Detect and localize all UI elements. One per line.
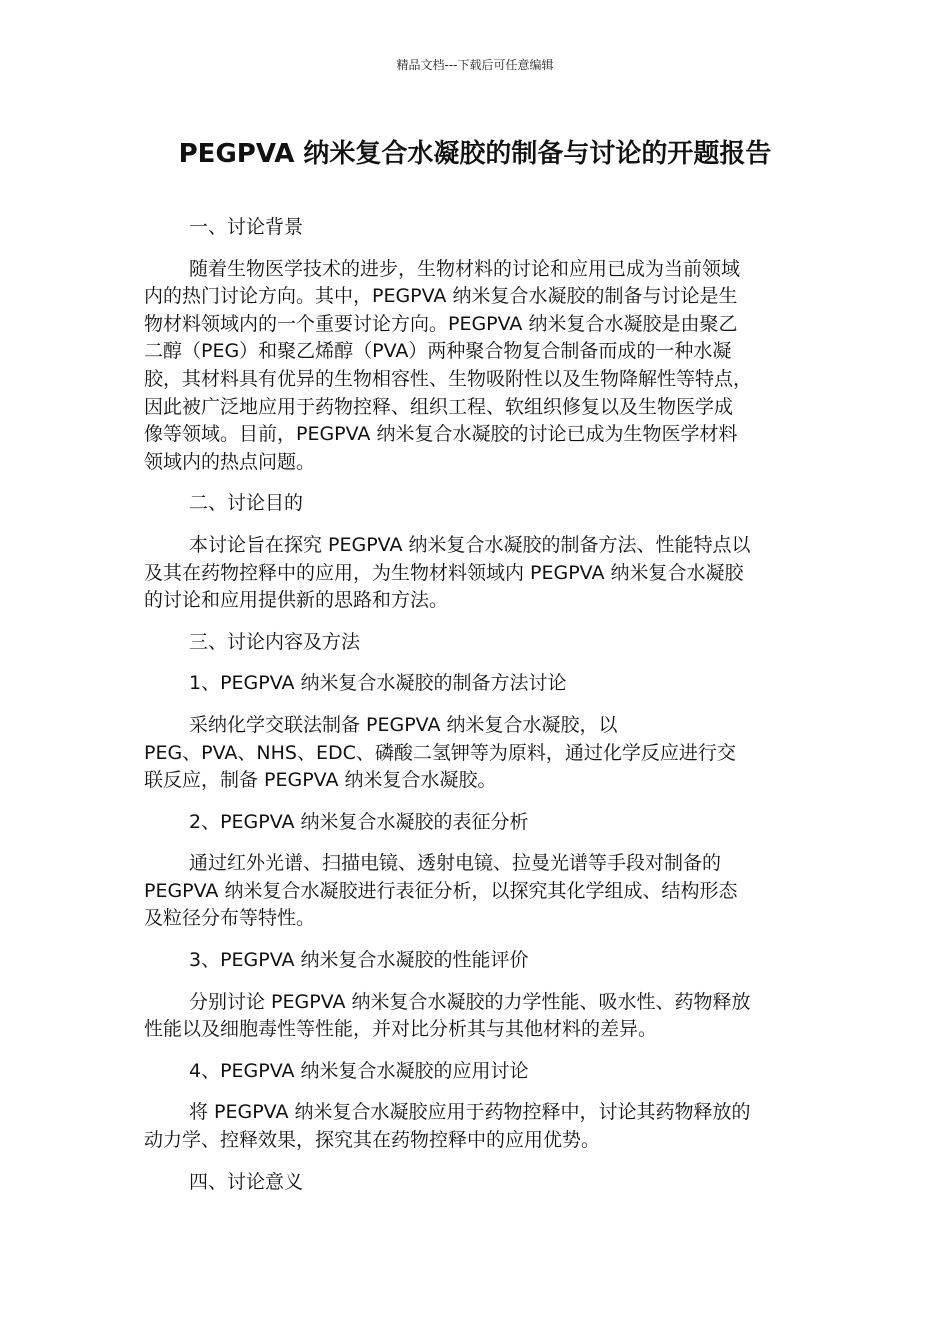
text-line: 本讨论旨在探究 PEGPVA 纳米复合水凝胶的制备方法、性能特点以 xyxy=(189,533,751,556)
page-header: 精品文档---下载后可任意编辑 xyxy=(396,58,554,72)
text-line: 动力学、控释效果，探究其在药物控释中的应用优势。 xyxy=(144,1129,601,1152)
text-line: 将 PEGPVA 纳米复合水凝胶应用于药物控释中，讨论其药物释放的 xyxy=(189,1101,751,1124)
document-title: PEGPVA 纳米复合水凝胶的制备与讨论的开题报告 xyxy=(178,139,772,169)
text-line: 随着生物医学技术的进步，生物材料的讨论和应用已成为当前领域 xyxy=(189,257,741,280)
text-line: 物材料领域内的一个重要讨论方向。PEGPVA 纳米复合水凝胶是由聚乙 xyxy=(144,312,738,335)
text-line: 领域内的热点问题。 xyxy=(144,450,316,473)
paragraph xyxy=(144,850,804,933)
text-line: 二醇（PEG）和聚乙烯醇（PVA）两种聚合物复合制备而成的一种水凝 xyxy=(144,340,732,363)
paragraph xyxy=(144,532,804,615)
subsection-heading: 2、PEGPVA 纳米复合水凝胶的表征分析 xyxy=(189,810,529,833)
text-line: 性能以及细胞毒性等性能，并对比分析其与其他材料的差异。 xyxy=(144,1018,658,1041)
paragraph xyxy=(144,712,804,795)
text-line: 内的热门讨论方向。其中，PEGPVA 纳米复合水凝胶的制备与讨论是生 xyxy=(144,285,738,308)
section-heading: 二、讨论目的 xyxy=(189,492,304,515)
text-line: 的讨论和应用提供新的思路和方法。 xyxy=(144,589,449,612)
text-line: 像等领域。目前，PEGPVA 纳米复合水凝胶的讨论已成为生物医学材料 xyxy=(144,423,738,446)
paragraph xyxy=(144,256,804,477)
document-body xyxy=(144,214,804,1196)
text-line: 分别讨论 PEGPVA 纳米复合水凝胶的力学性能、吸水性、药物释放 xyxy=(189,990,751,1013)
paragraph xyxy=(144,1099,804,1154)
subsection-heading: 4、PEGPVA 纳米复合水凝胶的应用讨论 xyxy=(189,1059,529,1082)
text-line: 及其在药物控释中的应用，为生物材料领域内 PEGPVA 纳米复合水凝胶 xyxy=(144,561,744,584)
text-line: 联反应，制备 PEGPVA 纳米复合水凝胶。 xyxy=(144,769,497,792)
section-heading: 四、讨论意义 xyxy=(189,1170,304,1193)
section-heading: 三、讨论内容及方法 xyxy=(189,630,361,653)
text-line: 因此被广泛地应用于药物控释、组织工程、软组织修复以及生物医学成 xyxy=(144,395,734,418)
section-heading: 一、讨论背景 xyxy=(189,216,304,238)
text-line: PEGPVA 纳米复合水凝胶进行表征分析，以探究其化学组成、结构形态 xyxy=(144,879,738,902)
text-line: 采纳化学交联法制备 PEGPVA 纳米复合水凝胶，以 xyxy=(189,713,618,736)
subsection-heading: 1、PEGPVA 纳米复合水凝胶的制备方法讨论 xyxy=(189,672,567,695)
paragraph xyxy=(144,989,804,1044)
text-line: PEG、PVA、NHS、EDC、磷酸二氢钾等为原料，通过化学反应进行交 xyxy=(144,741,736,764)
text-line: 及粒径分布等特性。 xyxy=(144,907,316,930)
subsection-heading: 3、PEGPVA 纳米复合水凝胶的性能评价 xyxy=(189,949,529,972)
text-line: 通过红外光谱、扫描电镜、透射电镜、拉曼光谱等手段对制备的 xyxy=(189,852,722,875)
text-line: 胶，其材料具有优异的生物相容性、生物吸附性以及生物降解性等特点， xyxy=(144,367,753,390)
